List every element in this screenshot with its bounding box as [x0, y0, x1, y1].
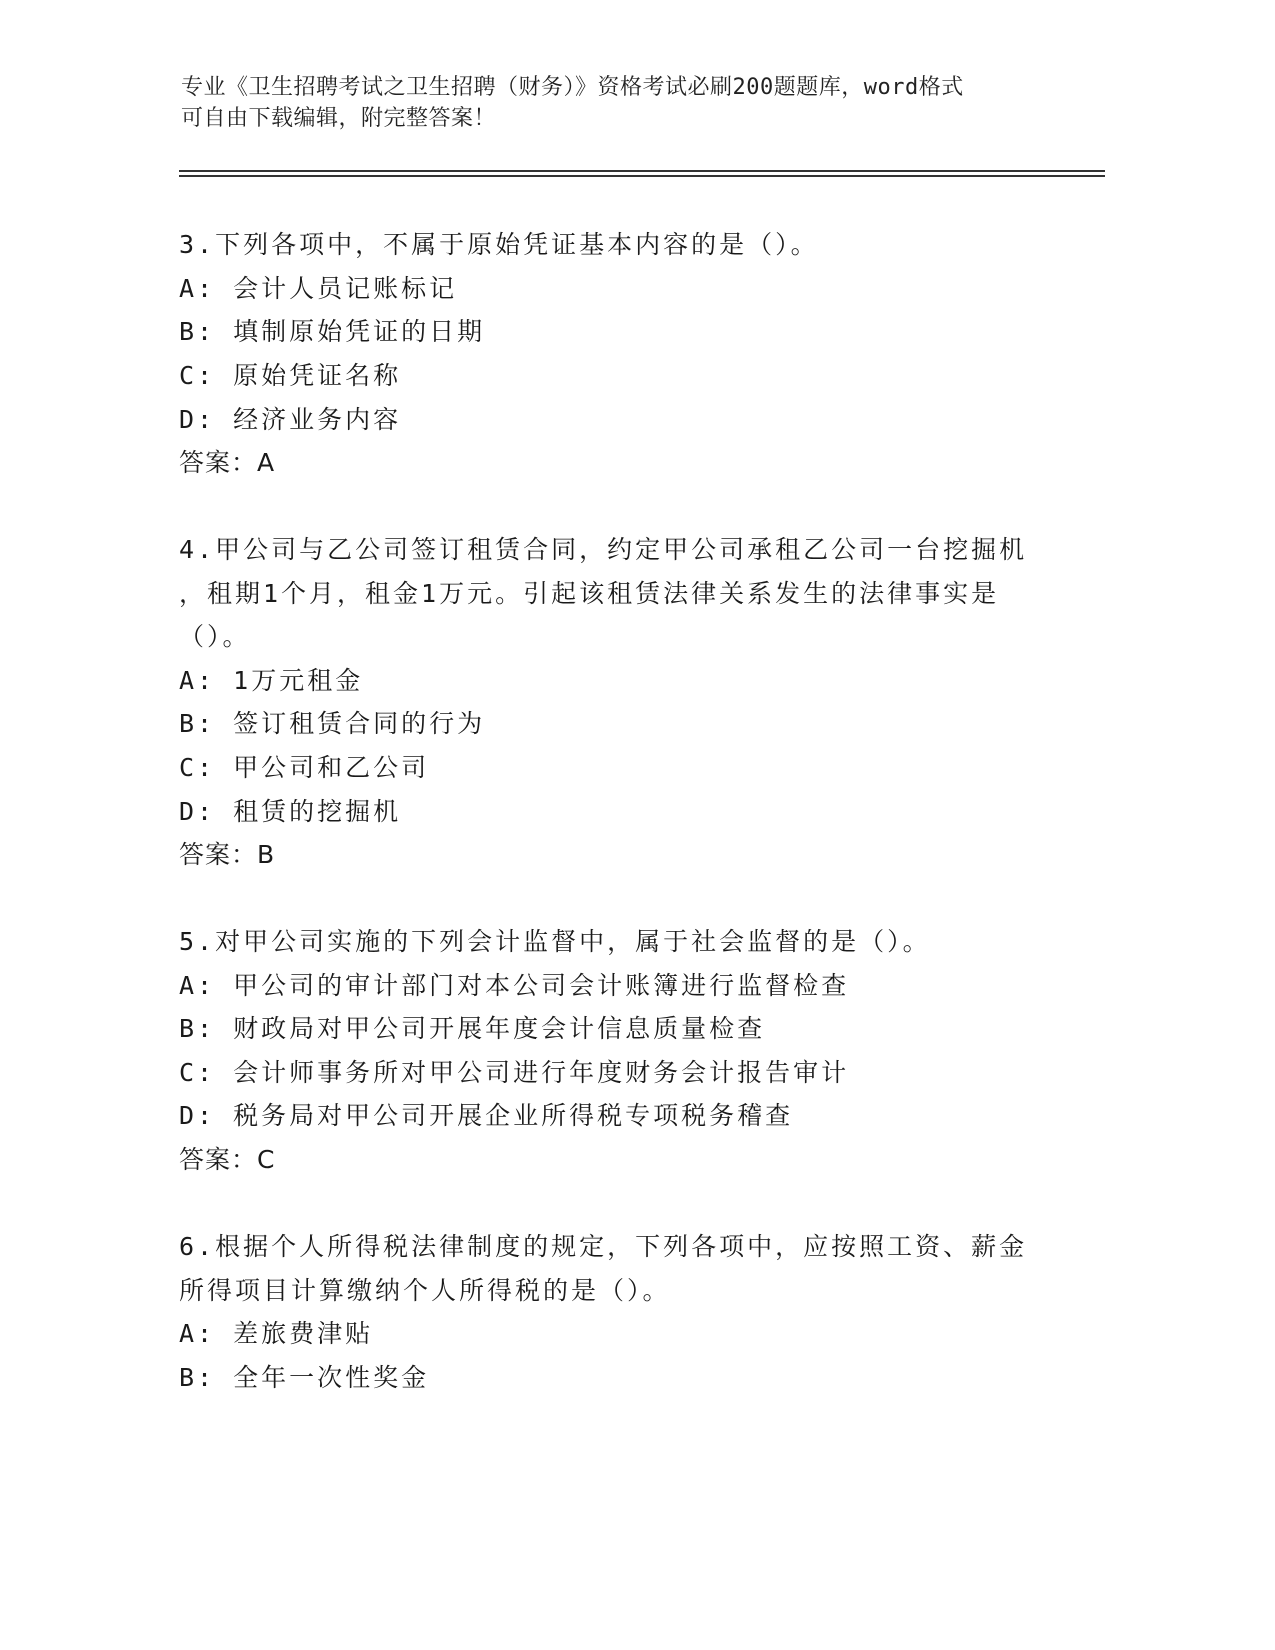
question-6-option-b: B: 全年一次性奖金 [179, 1363, 430, 1392]
question-4-option-d: D: 租赁的挖掘机 [179, 797, 402, 826]
question-3-option-d: D: 经济业务内容 [179, 405, 402, 434]
header-divider-top [179, 170, 1105, 172]
question-3-option-b: B: 填制原始凭证的日期 [179, 317, 486, 346]
question-5-option-a: A: 甲公司的审计部门对本公司会计账簿进行监督检查 [179, 971, 850, 1000]
question-4-text-line-1: 4.甲公司与乙公司签订租赁合同，约定甲公司承租乙公司一台挖掘机 [179, 535, 1028, 564]
question-6-text-line-2: 所得项目计算缴纳个人所得税的是（）。 [179, 1276, 671, 1305]
question-4-option-c: C: 甲公司和乙公司 [179, 753, 430, 782]
question-5-answer: 答案：C [179, 1145, 276, 1174]
question-5-option-c: C: 会计师事务所对甲公司进行年度财务会计报告审计 [179, 1058, 850, 1087]
question-4-option-b: B: 签订租赁合同的行为 [179, 709, 486, 738]
question-5-text: 5.对甲公司实施的下列会计监督中，属于社会监督的是（）。 [179, 927, 931, 956]
header-title-line-2: 可自由下载编辑，附完整答案！ [181, 106, 497, 131]
question-5-option-b: B: 财政局对甲公司开展年度会计信息质量检查 [179, 1014, 766, 1043]
header-divider-bottom [179, 175, 1105, 177]
question-4-answer: 答案：B [179, 840, 276, 869]
question-4-text-line-2: ，租期1个月，租金1万元。引起该租赁法律关系发生的法律事实是 [179, 579, 1000, 608]
question-3-text: 3.下列各项中，不属于原始凭证基本内容的是（）。 [179, 230, 819, 259]
document-header [181, 72, 1041, 134]
question-3-option-a: A: 会计人员记账标记 [179, 274, 458, 303]
question-4-text-line-3: （）。 [179, 622, 251, 651]
question-4-option-a: A: 1万元租金 [179, 666, 364, 695]
question-6-text-line-1: 6.根据个人所得税法律制度的规定，下列各项中，应按照工资、薪金 [179, 1232, 1028, 1261]
question-6-option-a: A: 差旅费津贴 [179, 1319, 374, 1348]
question-3-answer: 答案：A [179, 448, 276, 477]
question-5-option-d: D: 税务局对甲公司开展企业所得税专项税务稽查 [179, 1101, 794, 1130]
question-3-option-c: C: 原始凭证名称 [179, 361, 402, 390]
header-title-line-1: 专业《卫生招聘考试之卫生招聘（财务）》资格考试必刷200题题库，word格式 [181, 75, 964, 100]
